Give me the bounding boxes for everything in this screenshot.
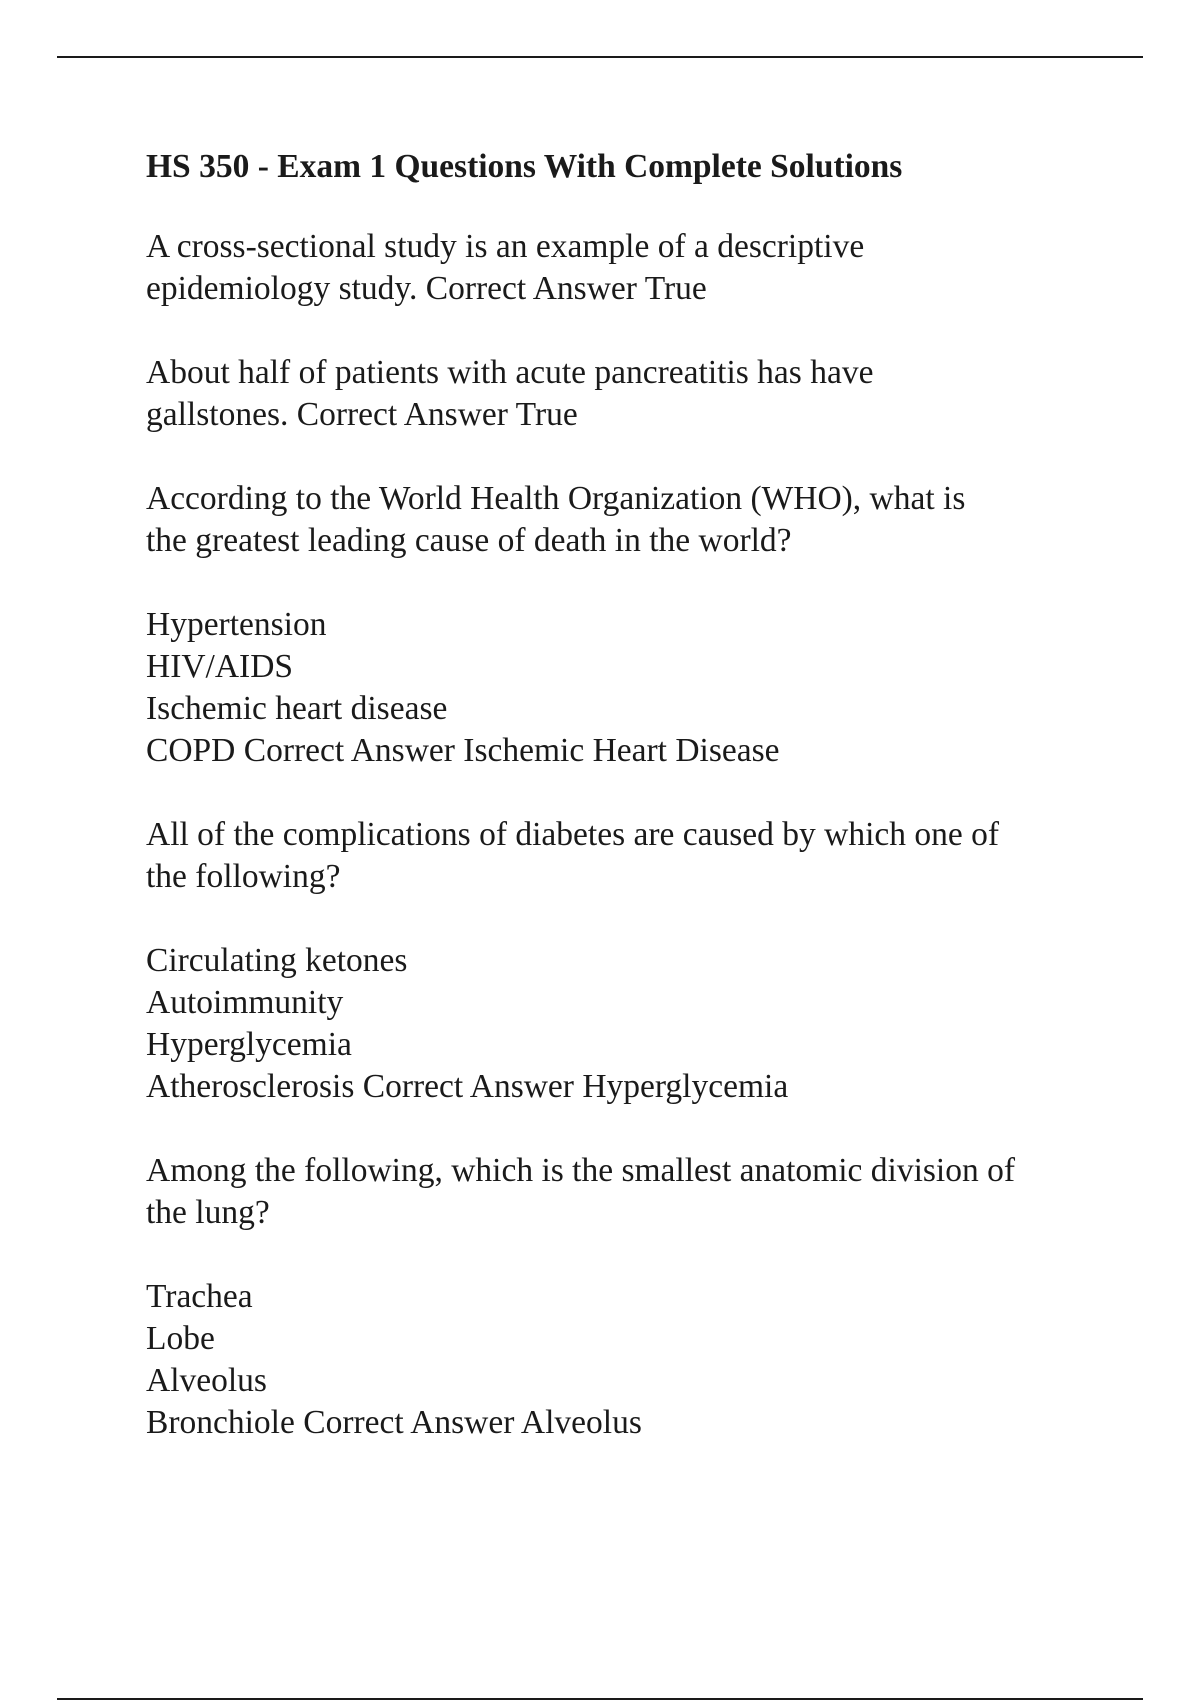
option-line: Circulating ketones xyxy=(146,942,408,979)
options-list xyxy=(146,1276,1106,1444)
text-line: the greatest leading cause of death in the world? xyxy=(146,522,792,559)
text-line: Among the following, which is the smallest anatomic division of xyxy=(146,1152,1016,1189)
option-line: Trachea xyxy=(146,1278,253,1315)
option-line: Hyperglycemia xyxy=(146,1026,352,1063)
text-line: gallstones. Correct Answer True xyxy=(146,396,578,433)
question-paragraph xyxy=(146,226,1106,310)
option-line: Ischemic heart disease xyxy=(146,690,448,727)
text-line: A cross-sectional study is an example of a descriptive xyxy=(146,228,865,265)
document-body xyxy=(146,146,1106,1486)
text-line: All of the complications of diabetes are caused by which one of xyxy=(146,816,1000,853)
question-paragraph xyxy=(146,814,1106,898)
option-line: Alveolus xyxy=(146,1362,267,1399)
text-line: the lung? xyxy=(146,1194,270,1231)
text-line: According to the World Health Organization (WHO), what is xyxy=(146,480,966,517)
option-line: Lobe xyxy=(146,1320,215,1357)
text-line: epidemiology study. Correct Answer True xyxy=(146,270,707,307)
text-line: the following? xyxy=(146,858,341,895)
options-list xyxy=(146,604,1106,772)
answer-line: COPD Correct Answer Ischemic Heart Disease xyxy=(146,732,780,769)
answer-line: Bronchiole Correct Answer Alveolus xyxy=(146,1404,642,1441)
text-line: About half of patients with acute pancreatitis has have xyxy=(146,354,874,391)
document-title: HS 350 - Exam 1 Questions With Complete Solutions xyxy=(146,148,903,185)
question-paragraph xyxy=(146,478,1106,562)
answer-line: Atherosclerosis Correct Answer Hyperglycemia xyxy=(146,1068,789,1105)
question-paragraph xyxy=(146,352,1106,436)
option-line: Hypertension xyxy=(146,606,327,643)
header-rule xyxy=(57,56,1143,58)
options-list xyxy=(146,940,1106,1108)
option-line: HIV/AIDS xyxy=(146,648,294,685)
option-line: Autoimmunity xyxy=(146,984,344,1021)
question-paragraph xyxy=(146,1150,1106,1234)
